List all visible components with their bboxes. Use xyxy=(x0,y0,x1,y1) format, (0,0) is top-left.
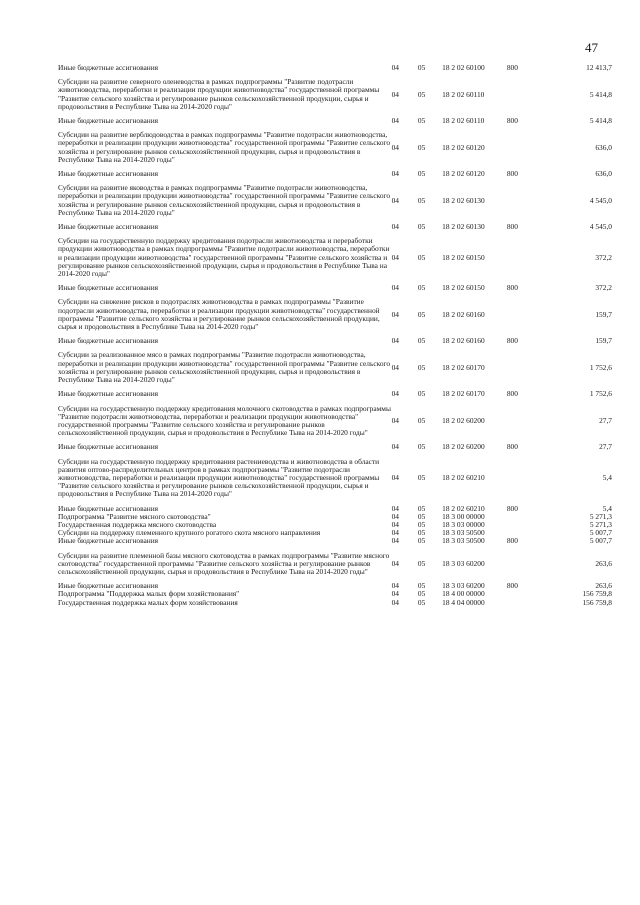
table-row xyxy=(58,537,612,545)
row-cs: 18 2 02 60120 xyxy=(442,169,485,179)
row-cs: 18 2 02 60160 xyxy=(442,336,485,346)
row-name: Иные бюджетные ассигнования xyxy=(58,222,159,232)
row-rz: 04 xyxy=(391,589,399,599)
table-row xyxy=(58,599,612,607)
row-pr: 05 xyxy=(417,362,426,372)
table-row xyxy=(58,443,612,451)
row-vr: 800 xyxy=(506,536,518,546)
row-cs: 18 2 02 60200 xyxy=(442,415,485,425)
row-pr: 05 xyxy=(417,536,426,546)
row-cs: 18 2 02 60110 xyxy=(442,89,485,99)
row-name: Субсидии на развитие племенной базы мясного скотоводства в рамках подпрограммы "Развитие мясного скотоводства" государственной программы "Развитие сельского хозяйства и регулирование рынков сельскохозяйственной продукции, сырья и продовольствия в Республике Тыва на 2014-2020 годы" xyxy=(58,550,390,576)
row-cs: 18 2 02 60150 xyxy=(442,252,485,262)
row-name: Иные бюджетные ассигнования xyxy=(58,442,159,452)
row-rz: 04 xyxy=(391,389,399,399)
row-pr: 05 xyxy=(417,581,426,591)
row-sum: 156 759,8 xyxy=(582,589,612,599)
row-sum: 1 752,6 xyxy=(589,389,612,399)
row-cs: 18 2 02 60120 xyxy=(442,142,485,152)
row-rz: 04 xyxy=(391,503,399,513)
row-rz: 04 xyxy=(391,581,399,591)
row-cs: 18 2 02 60200 xyxy=(442,442,485,452)
row-sum: 4 545,0 xyxy=(589,222,612,232)
row-name: Государственная поддержка мясного скотоводства xyxy=(58,519,217,529)
row-sum: 5 271,3 xyxy=(589,511,612,521)
row-cs: 18 4 00 00000 xyxy=(442,589,485,599)
row-vr: 800 xyxy=(506,63,518,72)
row-name: Иные бюджетные ассигнования xyxy=(58,503,159,513)
row-rz: 04 xyxy=(391,472,399,482)
row-rz: 04 xyxy=(391,169,399,179)
row-rz: 04 xyxy=(391,252,399,262)
row-pr: 05 xyxy=(417,116,426,126)
row-cs: 18 3 03 50500 xyxy=(442,528,485,538)
row-rz: 04 xyxy=(391,336,399,346)
row-sum: 159,7 xyxy=(595,309,612,319)
row-sum: 5 007,7 xyxy=(589,536,612,546)
row-pr: 05 xyxy=(417,389,426,399)
row-name: Иные бюджетные ассигнования xyxy=(58,169,159,179)
row-name: Субсидии на государственную поддержку кредитования подотрасли животноводства и переработки продукции животноводства в рамках подпрограммы "Развитие подотрасли животноводства, переработки и реализации продукции животноводства" государственной программы "Развитие сельского хозяйства и регулирование рынков сельскохозяйственной продукции, сырья и продовольствия в Республике Тыва на 2014-2020 годы" xyxy=(58,236,390,279)
row-sum: 5 007,7 xyxy=(589,528,612,538)
table-row xyxy=(58,298,612,331)
row-vr: 800 xyxy=(506,116,518,126)
row-pr: 05 xyxy=(417,442,426,452)
row-pr: 05 xyxy=(417,503,426,513)
table-row xyxy=(58,405,612,438)
row-vr xyxy=(507,599,545,607)
row-name: Иные бюджетные ассигнования xyxy=(58,336,159,346)
row-name: Субсидии на развитие верблюдоводства в рамках подпрограммы "Развитие подотрасли животноводства, переработки и реализации продукции животноводства" государственной программы "Развитие сельского хозяйства и регулирование рынков сельскохозяйственной продукции, сырья и продовольствия в Республике Тыва на 2014-2020 годы" xyxy=(58,130,391,164)
row-cs: 18 2 02 60210 xyxy=(442,503,485,513)
row-pr: 05 xyxy=(417,142,426,152)
row-pr: 05 xyxy=(417,519,426,529)
row-cs: 18 3 03 60200 xyxy=(442,558,485,568)
row-rz: 04 xyxy=(391,536,399,546)
row-cs: 18 3 03 60200 xyxy=(442,581,485,591)
row-rz: 04 xyxy=(391,558,399,568)
row-rz: 04 xyxy=(391,195,399,205)
row-sum: 372,2 xyxy=(595,283,612,293)
row-name: Иные бюджетные ассигнования xyxy=(58,536,159,546)
row-cs: 18 2 02 60160 xyxy=(442,309,485,319)
row-rz: 04 xyxy=(391,89,399,99)
row-rz: 04 xyxy=(391,415,399,425)
table-row xyxy=(58,458,612,499)
row-sum: 159,7 xyxy=(595,336,612,346)
table-row xyxy=(58,390,612,398)
row-vr xyxy=(507,131,545,164)
row-pr: 05 xyxy=(417,283,426,293)
row-cs: 18 2 02 60110 xyxy=(442,116,485,126)
row-pr: 05 xyxy=(417,169,426,179)
row-pr: 05 xyxy=(417,336,426,346)
row-name: Субсидии за реализованное мясо в рамках подпрограммы "Развитие подотрасли животноводства, переработки и реализации продукции животноводства" государственной программы "Развитие сельского хозяйства и регулирование рынков сельскохозяйственной продукции, сырья и продовольствия в Республике Тыва на 2014-2020 годы" xyxy=(58,350,391,385)
row-rz: 04 xyxy=(391,63,399,72)
row-pr: 05 xyxy=(417,528,426,538)
row-vr: 800 xyxy=(506,336,518,346)
row-vr xyxy=(507,184,545,217)
row-name: Субсидии на развитие яководства в рамках подпрограммы "Развитие подотрасли животноводства, переработки и реализации продукции животноводства" государственной программы "Развитие сельского хозяйства и регулирование рынков сельскохозяйственной продукции, сырья и продовольствия в Республике Тыва на 2014-2020 годы" xyxy=(58,183,391,217)
row-rz: 04 xyxy=(391,528,399,538)
row-cs: 18 2 02 60170 xyxy=(442,362,485,372)
budget-table-body xyxy=(58,64,612,607)
row-pr: 05 xyxy=(417,511,426,521)
row-cs: 18 2 02 60100 xyxy=(442,63,485,72)
row-vr xyxy=(507,513,545,521)
budget-table xyxy=(58,64,612,607)
row-vr: 800 xyxy=(506,222,518,232)
row-pr: 05 xyxy=(417,222,426,232)
row-pr: 05 xyxy=(417,89,426,99)
row-cs: 18 3 03 00000 xyxy=(442,519,485,529)
row-name: Иные бюджетные ассигнования xyxy=(58,389,159,399)
table-row xyxy=(58,117,612,125)
row-vr xyxy=(507,298,545,331)
page-number: 47 xyxy=(585,40,598,55)
row-vr xyxy=(507,405,545,438)
row-sum: 5 414,8 xyxy=(589,116,612,126)
row-pr: 05 xyxy=(417,195,426,205)
row-vr: 800 xyxy=(506,389,518,399)
row-pr: 05 xyxy=(417,597,426,607)
row-pr: 05 xyxy=(417,415,426,425)
table-row xyxy=(58,223,612,231)
row-rz: 04 xyxy=(391,222,399,232)
row-name: Иные бюджетные ассигнования xyxy=(58,63,159,72)
row-pr: 05 xyxy=(417,589,426,599)
row-sum: 27,7 xyxy=(599,415,612,425)
row-sum: 1 752,6 xyxy=(589,362,612,372)
row-name: Подпрограмма "Поддержка малых форм хозяйствования" xyxy=(58,589,240,599)
row-cs: 18 4 04 00000 xyxy=(442,597,485,607)
row-vr xyxy=(507,237,545,278)
row-pr: 05 xyxy=(417,472,426,482)
row-vr xyxy=(507,552,545,577)
row-name: Субсидии на государственную поддержку кредитования молочного скотоводства в рамках подпрограммы "Развитие подотрасли животноводства, переработки и реализации продукции животноводства" государственной программы "Развитие сельского хозяйства и регулирование рынков сельскохозяйственной продукции, сырья и продовольствия в Республике Тыва на 2014-2020 годы" xyxy=(58,403,391,438)
row-pr: 05 xyxy=(417,63,426,72)
row-name: Субсидии на поддержку племенного крупного рогатого скота мясного направления xyxy=(58,528,321,538)
row-name: Субсидии на снижение рисков в подотраслях животноводства в рамках подпрограммы "Развитие подотрасли животноводства, переработки и реализации продукции животноводства" государственной программы "Развитие сельского хозяйства и регулирование рынков сельскохозяйственной продукции, сырья и продовольствия в Республике Тыва на 2014-2020 годы" xyxy=(58,297,380,332)
row-sum: 156 759,8 xyxy=(582,597,612,607)
row-cs: 18 2 02 60150 xyxy=(442,283,485,293)
row-name: Подпрограмма "Развитие мясного скотоводства" xyxy=(58,511,211,521)
row-name: Субсидии на государственную поддержку кредитования растениеводства и животноводства в области развития оптово-распределительных центров в рамках подпрограммы "Развитие подотрасли животноводства, переработки и реализации продукции животноводства" государственной программы "Развитие сельского хозяйства и регулирование рынков сельскохозяйственной продукции, сырья и продовольствия в Республике Тыва на 2014-2020 годы" xyxy=(58,456,380,499)
row-sum: 27,7 xyxy=(599,442,612,452)
row-cs: 18 3 00 00000 xyxy=(442,511,485,521)
row-vr xyxy=(507,78,545,111)
row-vr: 800 xyxy=(506,169,518,179)
row-vr: 800 xyxy=(506,581,518,591)
row-sum: 5 271,3 xyxy=(589,519,612,529)
row-rz: 04 xyxy=(391,519,399,529)
row-sum: 636,0 xyxy=(595,142,612,152)
row-vr xyxy=(507,351,545,384)
row-rz: 04 xyxy=(391,283,399,293)
row-sum: 636,0 xyxy=(595,169,612,179)
table-row xyxy=(58,170,612,178)
row-name: Иные бюджетные ассигнования xyxy=(58,283,159,293)
table-row xyxy=(58,237,612,278)
row-cs: 18 2 02 60130 xyxy=(442,222,485,232)
row-pr: 05 xyxy=(417,558,426,568)
row-name: Субсидии на развитие северного оленеводства в рамках подпрограммы "Развитие подотрасли животноводства, переработки и реализации продукции животноводства" государственной программы "Развитие сельского хозяйства и регулирование рынков сельскохозяйственной продукции, сырья и продовольствия в Республике Тыва на 2014-2020 годы" xyxy=(58,77,380,111)
row-sum: 5,4 xyxy=(602,503,612,513)
row-rz: 04 xyxy=(391,442,399,452)
row-sum: 263,6 xyxy=(595,558,612,568)
row-vr xyxy=(507,458,545,499)
table-row xyxy=(58,284,612,292)
table-row xyxy=(58,184,612,217)
row-sum: 4 545,0 xyxy=(589,195,612,205)
row-vr xyxy=(507,590,545,598)
table-row xyxy=(58,337,612,345)
row-vr: 800 xyxy=(506,503,518,513)
row-sum: 372,2 xyxy=(595,252,612,262)
row-rz: 04 xyxy=(391,142,399,152)
row-name: Иные бюджетные ассигнования xyxy=(58,581,159,591)
row-cs: 18 2 02 60130 xyxy=(442,195,485,205)
row-sum: 263,6 xyxy=(595,581,612,591)
row-rz: 04 xyxy=(391,116,399,126)
row-rz: 04 xyxy=(391,511,399,521)
row-rz: 04 xyxy=(391,597,399,607)
row-vr: 800 xyxy=(506,442,518,452)
row-name: Государственная поддержка малых форм хозяйствования xyxy=(58,597,238,607)
table-row xyxy=(58,78,612,111)
row-vr: 800 xyxy=(506,283,518,293)
row-rz: 04 xyxy=(391,309,399,319)
row-rz: 04 xyxy=(391,362,399,372)
table-row xyxy=(58,552,612,577)
row-sum: 5,4 xyxy=(602,472,612,482)
row-vr xyxy=(507,521,545,529)
row-cs: 18 2 02 60210 xyxy=(442,472,485,482)
row-pr: 05 xyxy=(417,252,426,262)
row-cs: 18 3 03 50500 xyxy=(442,536,485,546)
row-sum: 5 414,8 xyxy=(589,89,612,99)
table-row xyxy=(58,64,612,72)
row-cs: 18 2 02 60170 xyxy=(442,389,485,399)
row-pr: 05 xyxy=(417,309,426,319)
table-row xyxy=(58,351,612,384)
row-name: Иные бюджетные ассигнования xyxy=(58,116,159,126)
table-row xyxy=(58,131,612,164)
row-sum: 12 413,7 xyxy=(586,63,612,72)
